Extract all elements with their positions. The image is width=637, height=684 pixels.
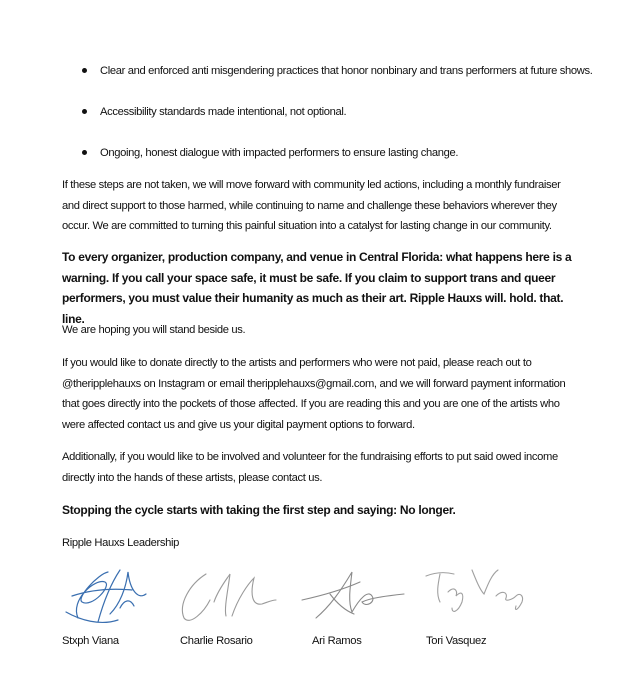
- bullet-dot-icon: [82, 109, 87, 114]
- signatory-name: Stxph Viana: [62, 635, 119, 647]
- paragraph-donate: If you would like to donate directly to the artists and performers who were not paid, please reach out to @theripplehauxs on Instagram or email theripplehauxs@gmail.com, and we will forward payment information that goes directly into the pockets of those affected. If you are reading this and you are one of the artists who were affected contact us and give us your digital payment options to forward.: [62, 357, 566, 431]
- signature-stxph-viana: [66, 570, 146, 622]
- list-item: [62, 105, 582, 119]
- paragraph-consequences: If these steps are not taken, we will move forward with community led actions, including a monthly fundraiser and direct support to those harmed, while continuing to name and challenge these behaviors wherever they occur. We are committed to turning this painful situation into a catalyst for lasting change in our community.: [62, 179, 561, 232]
- list-item: [62, 64, 593, 78]
- list-item: [62, 146, 582, 160]
- signature-charlie-rosario: [182, 574, 276, 620]
- paragraph-volunteer: Additionally, if you would like to be involved and volunteer for the fundraising efforts to put said owed income directly into the hands of these artists, please contact us.: [62, 451, 558, 484]
- signature-tori-vasquez: [426, 570, 523, 611]
- list-item-text: Accessibility standards made intentional, not optional.: [100, 106, 347, 118]
- bullet-dot-icon: [82, 68, 87, 73]
- paragraph-stand-beside: We are hoping you will stand beside us.: [62, 324, 246, 336]
- list-item-text: Clear and enforced anti misgendering practices that honor nonbinary and trans performers at future shows.: [100, 65, 593, 77]
- paragraph-closing: Stopping the cycle starts with taking the first step and saying: No longer.: [62, 503, 456, 517]
- list-item-text: Ongoing, honest dialogue with impacted performers to ensure lasting change.: [100, 147, 459, 159]
- bullet-dot-icon: [82, 150, 87, 155]
- leadership-label: Ripple Hauxs Leadership: [62, 537, 179, 549]
- signatory-name: Tori Vasquez: [426, 635, 487, 647]
- signatory-name: Ari Ramos: [312, 635, 362, 647]
- signature-ari-ramos: [302, 572, 404, 618]
- paragraph-warning: To every organizer, production company, and venue in Central Florida: what happens here is a warning. If you call your space safe, it must be safe. If you claim to support trans and queer performers, you must value their humanity as much as their art. Ripple Hauxs will. hold. that. line.: [62, 250, 572, 326]
- signatures: [0, 560, 637, 640]
- demands-list: [62, 64, 593, 187]
- signatory-name: Charlie Rosario: [180, 635, 253, 647]
